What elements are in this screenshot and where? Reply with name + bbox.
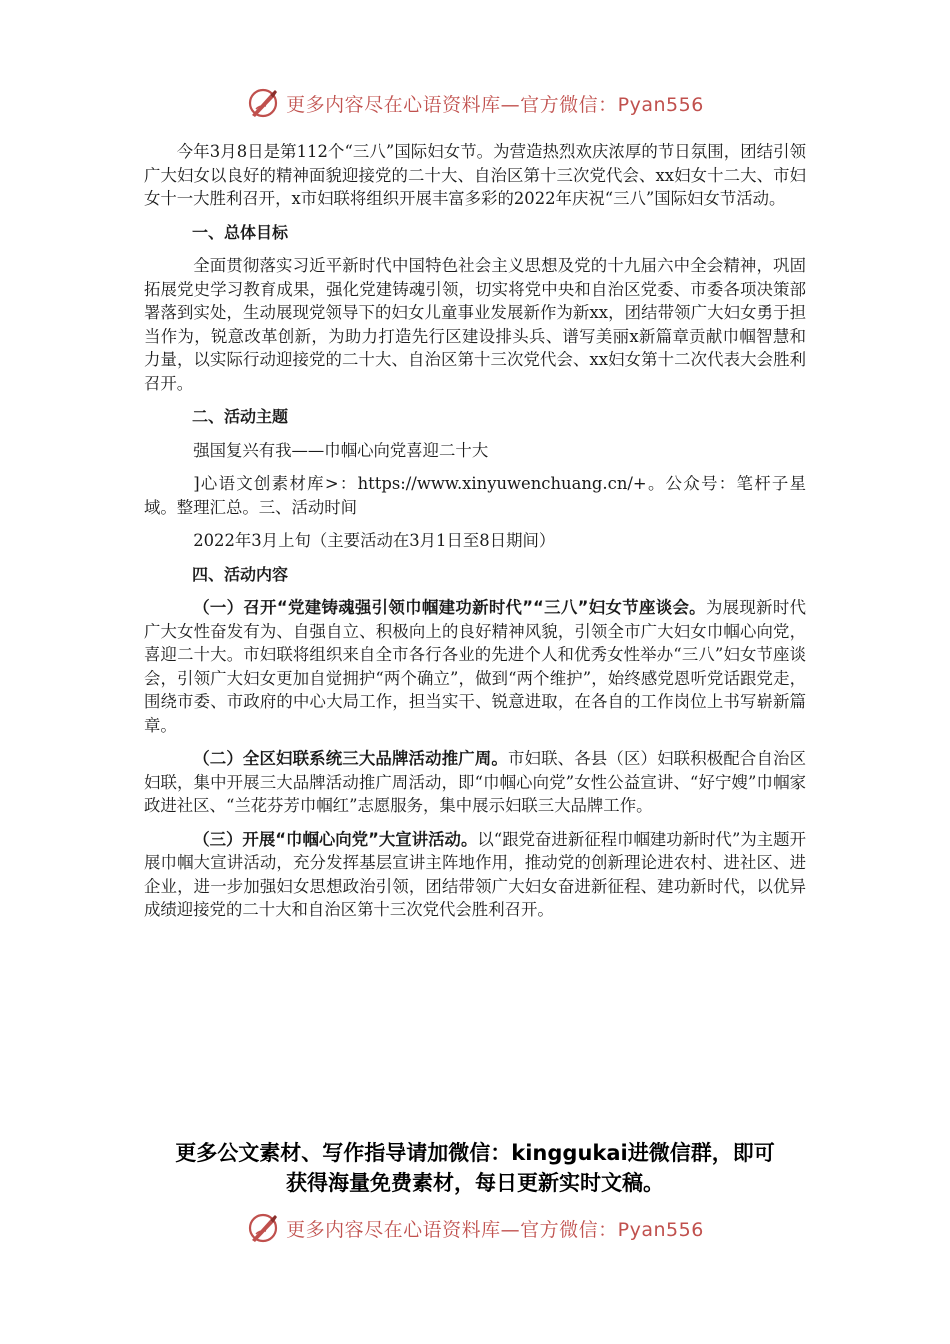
document-body bbox=[144, 140, 806, 932]
footer-ad-line: 更多公文素材、写作指导请加微信：kinggukai进微信群，即可 bbox=[175, 1141, 775, 1165]
footer-banner-text: 更多内容尽在心语资料库—官方微信：Pyan556 bbox=[286, 1218, 704, 1241]
source-note: ]心语文创素材库>：https://www.xinyuwenchuang.cn/+。公众号：笔杆子星域。整理汇总。三、活动时间 bbox=[144, 474, 806, 517]
activity-item bbox=[144, 596, 806, 737]
activity-item-title: （二）全区妇联系统三大品牌活动推广周。 bbox=[193, 749, 508, 768]
activity-item bbox=[144, 828, 806, 922]
header-banner-text: 更多内容尽在心语资料库—官方微信：Pyan556 bbox=[286, 93, 704, 116]
section-heading: 一、总体目标 bbox=[192, 222, 289, 242]
activity-item bbox=[144, 747, 806, 818]
activity-item-title: （一）召开“党建铸魂强引领巾帼建功新时代”“三八”妇女节座谈会。 bbox=[193, 598, 706, 617]
footer-ad-line: 获得海量免费素材，每日更新实时文稿。 bbox=[286, 1171, 664, 1195]
activity-item-body: 市妇联、各县（区）妇联积极配合自治区妇联，集中开展三大品牌活动推广周活动，即“巾帼心向党”女性公益宣讲、“好宁嫂”巾帼家政进社区、“兰花芬芳巾帼红”志愿服务，集中展示妇联三大品牌工作。 bbox=[144, 749, 807, 815]
header-banner bbox=[0, 83, 950, 123]
pen-logo-icon bbox=[246, 86, 280, 120]
activity-item-title: （三）开展“巾帼心向党”大宣讲活动。 bbox=[193, 829, 478, 849]
footer-ad bbox=[130, 1138, 820, 1198]
section-heading: 四、活动内容 bbox=[192, 564, 289, 584]
theme-text: 强国复兴有我——巾帼心向党喜迎二十大 bbox=[193, 440, 489, 460]
activity-time: 2022年3月上旬（主要活动在3月1日至8日期间） bbox=[193, 531, 556, 550]
footer-banner bbox=[0, 1208, 950, 1248]
pen-logo-icon bbox=[246, 1211, 280, 1245]
section-heading: 二、活动主题 bbox=[192, 407, 289, 426]
section-paragraph: 全面贯彻落实习近平新时代中国特色社会主义思想及党的十九届六中全会精神，巩固拓展党史学习教育成果，强化党建铸魂引领，切实将党中央和自治区党委、市委各项决策部署落到实处，生动展现党领导下的妇女儿童事业发展新作为新xx，团结带领广大妇女勇于担当作为，锐意改革创新，为助力打造先行区建设排头兵、谱写美丽x新篇章贡献巾帼智慧和力量，以实际行动迎接党的二十大、自治区第十三次党代会、xx妇女第十二次代表大会胜利召开。 bbox=[144, 256, 806, 393]
intro-paragraph: 今年3月8日是第112个“三八”国际妇女节。为营造热烈欢庆浓厚的节日氛围，团结引领广大妇女以良好的精神面貌迎接党的二十大、自治区第十三次党代会、xx妇女十二大、市妇女十一大胜利召开，x市妇联将组织开展丰富多彩的2022年庆祝“三八”国际妇女节活动。 bbox=[144, 142, 806, 208]
activity-item-body: 为展现新时代广大女性奋发有为、自强自立、积极向上的良好精神风貌，引领全市广大妇女巾帼心向党，喜迎二十大。市妇联将组织来自全市各行各业的先进个人和优秀女性举办“三八”妇女节座谈会，引领广大妇女更加自觉拥护“两个确立”，做到“两个维护”，始终感党恩听党话跟党走，围绕市委、市政府的中心大局工作，担当实干、锐意进取，在各自的工作岗位上书写崭新篇章。 bbox=[144, 598, 807, 735]
activity-item-body: 以“跟党奋进新征程巾帼建功新时代”为主题开展巾帼大宣讲活动，充分发挥基层宣讲主阵地作用，推动党的创新理论进农村、进社区、进企业，进一步加强妇女思想政治引领，团结带领广大妇女奋进新征程、建功新时代，以优异成绩迎接党的二十大和自治区第十三次党代会胜利召开。 bbox=[144, 829, 806, 919]
